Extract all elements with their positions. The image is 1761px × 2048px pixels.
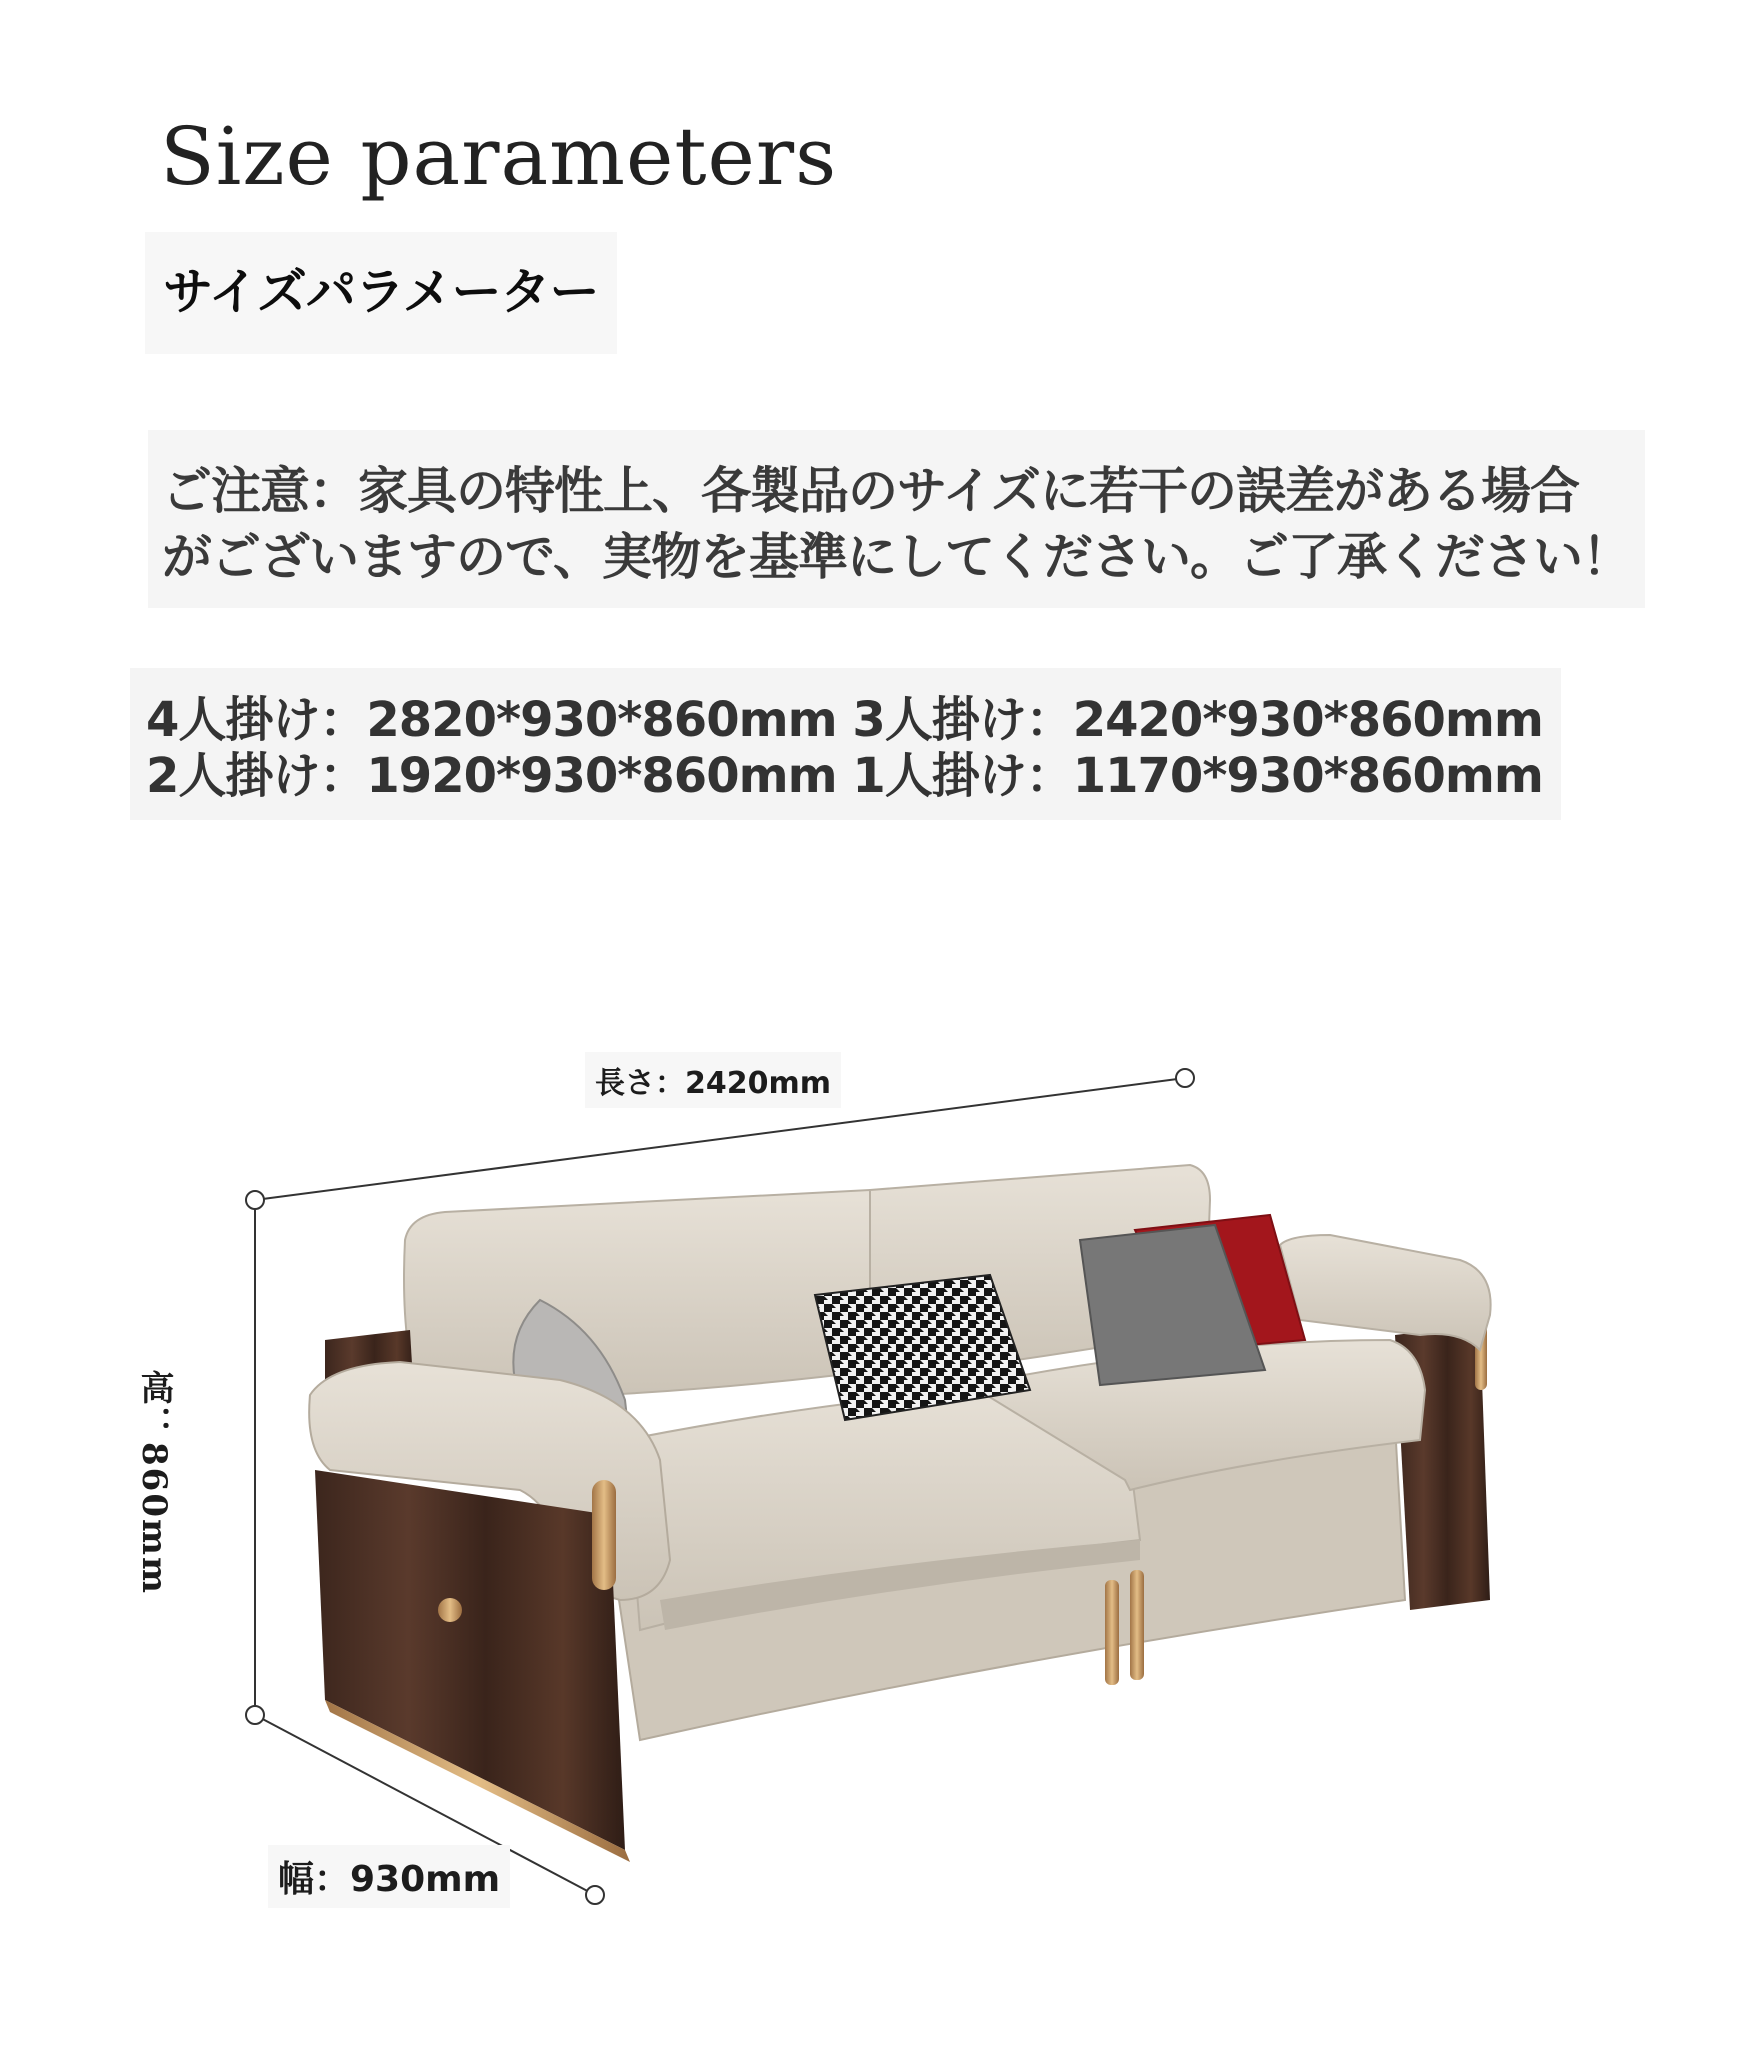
- notice-text: [148, 430, 1645, 608]
- width-label: 幅：930mm: [268, 1845, 510, 1908]
- height-label: 高：860mm: [134, 1370, 174, 1595]
- sofa-illustration: [0, 1040, 1761, 2040]
- notice-line-2: がございますので、実物を基準にしてください。ご了承ください！: [162, 528, 1631, 586]
- notice-line-1: ご注意：家具の特性上、各製品のサイズに若干の誤差がある場合: [162, 462, 1579, 520]
- page-subtitle: サイズパラメーター: [145, 232, 617, 354]
- size-line-1: 4人掛け：2820*930*860mm 3人掛け：2420*930*860mm: [146, 692, 1543, 748]
- page-title: Size parameters: [160, 110, 838, 203]
- length-label: 長さ：2420mm: [585, 1052, 841, 1108]
- size-list: [130, 668, 1561, 820]
- size-line-2: 2人掛け：1920*930*860mm 1人掛け：1170*930*860mm: [146, 748, 1543, 804]
- sofa-dimension-figure: [0, 1040, 1761, 2040]
